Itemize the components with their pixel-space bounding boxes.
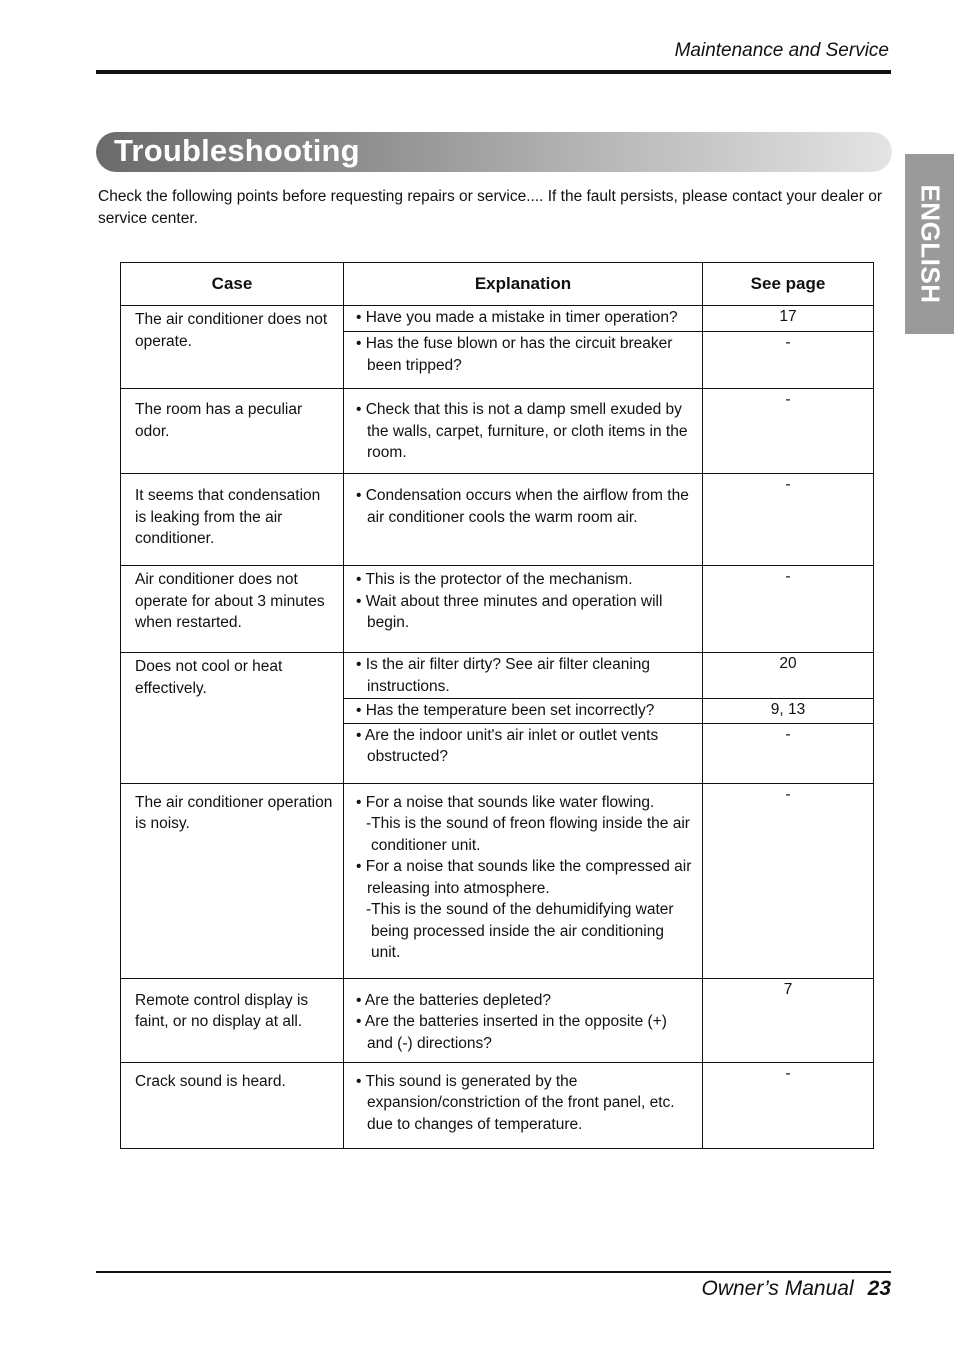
case-cell: Crack sound is heard. xyxy=(121,1062,344,1148)
see-page-cell: 20 xyxy=(703,653,874,699)
explanation-line: • This is the protector of the mechanism. xyxy=(356,571,633,588)
explanation-line: • Condensation occurs when the airflow from the air conditioner cools the warm room air. xyxy=(356,487,689,526)
table-row xyxy=(121,1062,874,1148)
explanation-line: • For a noise that sounds like water flowing. xyxy=(356,793,655,811)
explanation-line: -This is the sound of the dehumidifying water being processed inside the air conditioning unit. xyxy=(366,901,674,961)
explanation-cell xyxy=(344,306,703,332)
case-cell: It seems that condensation is leaking from the air conditioner. xyxy=(121,474,344,566)
page-footer xyxy=(702,1277,892,1301)
explanation-cell xyxy=(344,978,703,1062)
table-row xyxy=(121,474,874,566)
explanation-cell xyxy=(344,389,703,474)
table-row xyxy=(121,389,874,474)
page-number: 23 xyxy=(867,1277,891,1300)
see-page-cell: - xyxy=(703,1062,874,1148)
language-tab-label: ENGLISH xyxy=(915,184,945,304)
see-page-cell: - xyxy=(703,566,874,653)
table-row xyxy=(121,978,874,1062)
explanation-line: • For a noise that sounds like the compressed air releasing into atmosphere. xyxy=(356,858,692,897)
explanation-line: • Are the batteries inserted in the opposite (+) and (-) directions? xyxy=(356,1013,667,1052)
explanation-line: • Is the air filter dirty? See air filter cleaning instructions. xyxy=(356,656,651,695)
intro-paragraph: Check the following points before requesting repairs or service.... If the fault persists, please contact your dealer or service center. xyxy=(98,188,883,227)
page-title: Troubleshooting xyxy=(114,133,360,168)
case-cell: Air conditioner does not operate for about 3 minutes when restarted. xyxy=(121,566,344,653)
table-body xyxy=(121,306,874,1149)
table-header-row xyxy=(121,263,874,306)
explanation-line: • Are the indoor unit's air inlet or outlet vents obstructed? xyxy=(356,726,659,765)
explanation-cell xyxy=(344,1062,703,1148)
language-tab xyxy=(905,154,954,334)
explanation-line: -This is the sound of freon flowing inside the air conditioner unit. xyxy=(366,815,690,854)
see-page-cell: 7 xyxy=(703,978,874,1062)
see-page-cell: 17 xyxy=(703,306,874,332)
section-header: Maintenance and Service xyxy=(674,40,889,61)
explanation-line: • Has the temperature been set incorrectly? xyxy=(356,702,655,719)
column-header-case: Case xyxy=(121,263,344,306)
explanation-cell xyxy=(344,699,703,724)
table-row xyxy=(121,306,874,332)
explanation-line: • Have you made a mistake in timer operation? xyxy=(356,309,678,326)
case-cell: The room has a peculiar odor. xyxy=(121,389,344,474)
troubleshooting-table xyxy=(120,262,874,1149)
column-header-see-page: See page xyxy=(703,263,874,306)
table-row xyxy=(121,783,874,978)
explanation-line: • Check that this is not a damp smell exuded by the walls, carpet, furniture, or cloth items in the room. xyxy=(356,401,688,461)
case-cell: The air conditioner does not operate. xyxy=(121,306,344,389)
explanation-cell xyxy=(344,653,703,699)
footer-divider xyxy=(96,1271,891,1273)
see-page-cell: - xyxy=(703,723,874,783)
explanation-line: • Wait about three minutes and operation will begin. xyxy=(356,592,663,631)
column-header-explanation: Explanation xyxy=(344,263,703,306)
case-cell: The air conditioner operation is noisy. xyxy=(121,783,344,978)
header-divider xyxy=(96,70,891,74)
see-page-cell: 9, 13 xyxy=(703,699,874,724)
table-row xyxy=(121,653,874,699)
case-cell: Remote control display is faint, or no display at all. xyxy=(121,978,344,1062)
see-page-cell: - xyxy=(703,332,874,389)
explanation-line: • Are the batteries depleted? xyxy=(356,991,552,1009)
explanation-cell xyxy=(344,474,703,566)
case-cell: Does not cool or heat effectively. xyxy=(121,653,344,784)
see-page-cell: - xyxy=(703,389,874,474)
explanation-line: • This sound is generated by the expansion/constriction of the front panel, etc. due to changes of temperature. xyxy=(356,1072,675,1133)
explanation-cell xyxy=(344,332,703,389)
explanation-cell xyxy=(344,566,703,653)
see-page-cell: - xyxy=(703,474,874,566)
explanation-cell xyxy=(344,723,703,783)
see-page-cell: - xyxy=(703,783,874,978)
footer-label: Owner’s Manual xyxy=(701,1277,854,1300)
explanation-line: • Has the fuse blown or has the circuit breaker been tripped? xyxy=(356,335,673,374)
explanation-cell xyxy=(344,783,703,978)
title-banner xyxy=(96,132,892,172)
table-row xyxy=(121,566,874,653)
